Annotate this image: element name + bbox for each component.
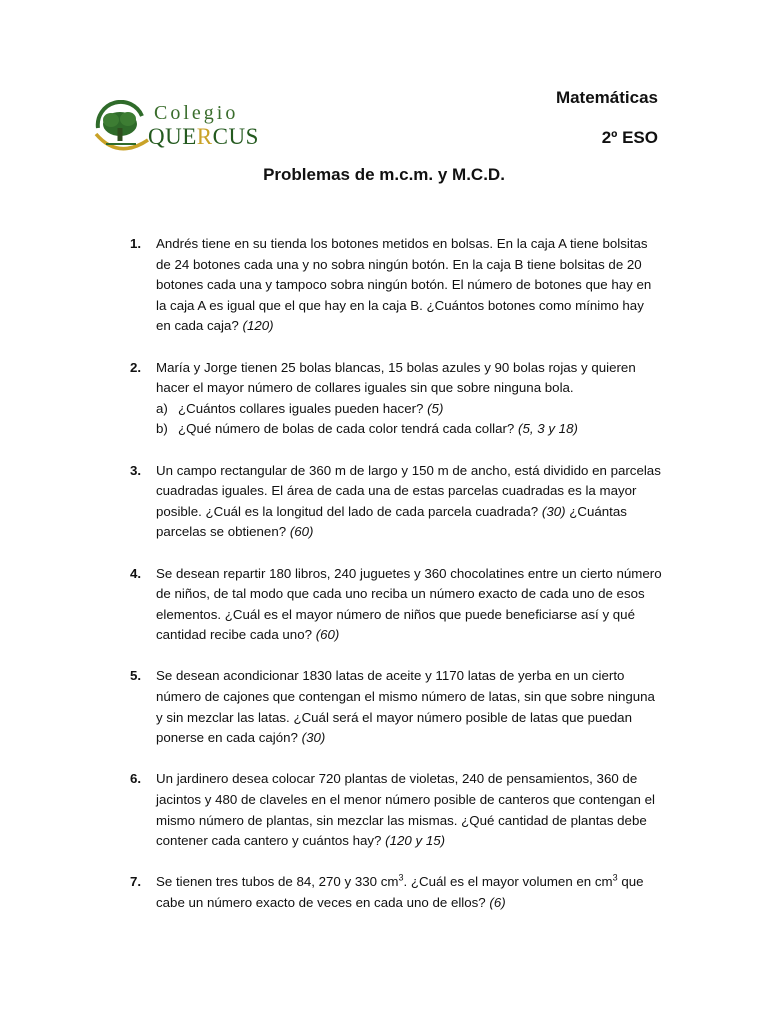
- grade-label: 2º ESO: [601, 128, 658, 147]
- problem-text: Se desean acondicionar 1830 latas de aceite y 1170 latas de yerba en un cierto número de cajones que contengan el mismo número de latas, sin que sobre ninguna y sin mezclar las latas. ¿Cuál será el mayor número posible de latas que puedan ponerse en cada cajón?: [156, 668, 655, 746]
- problem-number: 1.: [130, 236, 142, 251]
- problem-item: [130, 872, 662, 913]
- problem-number: 6.: [130, 771, 142, 787]
- problem-text: que cabe un número exacto de veces en cada uno de ellos?: [156, 874, 644, 910]
- problem-answer: (6): [489, 895, 506, 910]
- exponent: 3: [612, 872, 618, 883]
- sub-question-answer: (5): [427, 400, 444, 416]
- logo-text-colegio: Colegio: [154, 102, 239, 124]
- problem-item: [130, 234, 662, 337]
- page-title: Problemas de m.c.m. y M.C.D.: [263, 165, 505, 184]
- exponent: 3: [398, 872, 404, 883]
- problem-item: [130, 769, 662, 851]
- problem-text: Andrés tiene en su tienda los botones metidos en bolsas. En la caja A tiene bolsitas de 24 botones cada una y no sobra ningún botón. En la caja B tiene bolsitas de 20 botones cada una y tampoco sobra ningún botón. El número de botones que hay en la caja A es igual que el que hay en la caja B. ¿Cuántos botones como mínimo hay en cada caja?: [156, 236, 652, 334]
- problem-answer: (30): [301, 730, 326, 746]
- problem-answer: (30): [541, 503, 566, 519]
- problem-text: . ¿Cuál es el mayor volumen en cm: [403, 874, 613, 890]
- problem-text: María y Jorge tienen 25 bolas blancas, 15 bolas azules y 90 bolas rojas y quieren hacer el mayor número de collares iguales sin que sobre ninguna bola.: [156, 359, 636, 396]
- problem-item: [130, 461, 662, 543]
- school-logo: [92, 100, 262, 156]
- sub-question: [156, 419, 662, 440]
- problem-item: [130, 358, 662, 440]
- problem-list: [130, 234, 662, 934]
- problem-number: 5.: [130, 668, 142, 684]
- logo-text-quercus: QUERCUS: [148, 124, 259, 149]
- subject-label: Matemáticas: [555, 88, 658, 107]
- problem-text: Un campo rectangular de 360 m de largo y 150 m de ancho, está dividido en parcelas cuadradas iguales. El área de cada una de estas parcelas cuadradas es la mayor posible. ¿Cuál es la longitud del lado de cada parcela cuadrada?: [156, 462, 661, 519]
- problem-item: [130, 666, 662, 748]
- problem-text-followup: ¿Cuántas parcelas se obtienen?: [156, 503, 627, 540]
- sub-question-text: ¿Qué número de bolas de cada color tendrá cada collar?: [178, 421, 515, 437]
- problem-answer: (120): [242, 318, 274, 334]
- problem-answer-followup: (60): [289, 524, 314, 540]
- problem-text: Se desean repartir 180 libros, 240 juguetes y 360 chocolatines entre un cierto número de niños, de tal modo que cada uno reciba un número exacto de cada uno de esos elementos. ¿Cuál es el mayor número de niños que puede beneficiarse así y qué cantidad recibe cada uno?: [156, 565, 662, 643]
- problem-text: Un jardinero desea colocar 720 plantas de violetas, 240 de pensamientos, 360 de jacintos y 480 de claveles en el menor número posible de canteros que contengan el mismo número de plantas, sin mezclar las mismas. ¿Qué cantidad de plantas debe contener cada cantero y cuántos hay?: [156, 771, 655, 849]
- problem-number: 7.: [130, 874, 142, 890]
- problem-item: [130, 564, 662, 646]
- sub-question-label: b): [156, 421, 168, 437]
- problem-number: 2.: [130, 359, 142, 375]
- problem-number: 4.: [130, 565, 142, 581]
- sub-question: [156, 399, 662, 420]
- problem-number: 3.: [130, 462, 142, 478]
- sub-question-text: ¿Cuántos collares iguales pueden hacer?: [178, 400, 424, 416]
- sub-question-answer: (5, 3 y 18): [518, 421, 578, 437]
- problem-answer: (60): [315, 627, 340, 643]
- sub-question-label: a): [156, 400, 168, 416]
- problem-text: Se tienen tres tubos de 84, 270 y 330 cm: [156, 874, 399, 890]
- problem-answer: (120 y 15): [385, 833, 446, 849]
- oak-tree-icon: [92, 100, 152, 156]
